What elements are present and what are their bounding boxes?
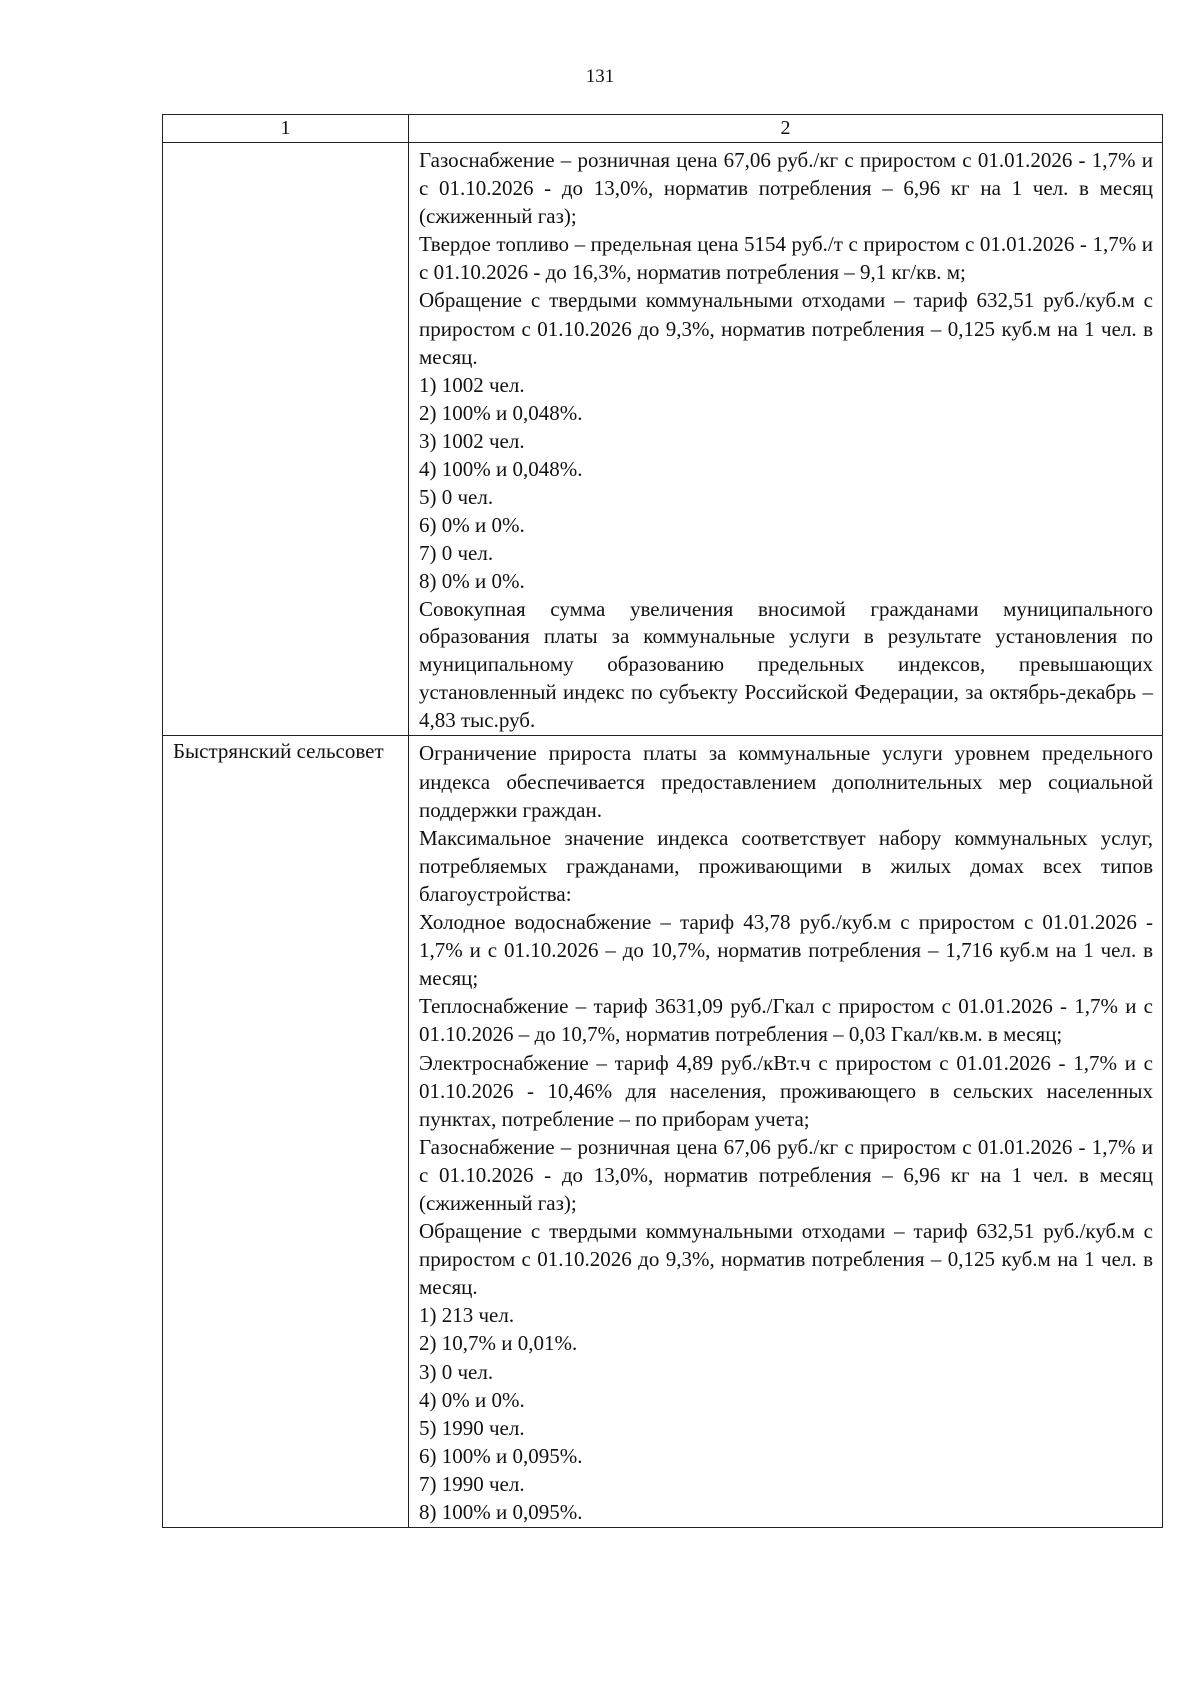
solid-fuel-paragraph: Твердое топливо – предельная цена 5154 руб./т с приростом с 01.01.2026 - 1,7% и с 01.10.2026 - до 16,3%, норматив потребления – 9,1 кг/кв. м; (419, 232, 1153, 285)
heating-paragraph: Теплоснабжение – тариф 3631,09 руб./Гкал с приростом с 01.01.2026 - 1,7% и с 01.10.2026 – до 10,7%, норматив потребления – 0,03 Гкал/кв.м. в месяц; (419, 994, 1153, 1047)
list-item: 1) 213 чел. (419, 1303, 515, 1328)
municipality-cell (163, 143, 409, 736)
list-item: 8) 100% и 0,095%. (419, 1500, 583, 1525)
list-item: 5) 1990 чел. (419, 1415, 525, 1440)
gas-supply-paragraph: Газоснабжение – розничная цена 67,06 руб./кг с приростом с 01.01.2026 - 1,7% и с 01.10.2026 - до 13,0%, норматив потребления – 6,96 кг на 1 чел. в месяц (сжиженный газ); (419, 148, 1153, 229)
total-sum-paragraph: Совокупная сумма увеличения вносимой гражданами муниципального образования платы за коммунальные услуги в результате установления по муниципальному образованию предельных индексов, превышающих установленный индекс по субъекту Российской Федерации, за октябрь-декабрь – 4,83 тыс.руб. (419, 596, 1153, 732)
table-row (163, 736, 1163, 1528)
list-item: 8) 0% и 0%. (419, 569, 525, 594)
list-item: 2) 100% и 0,048%. (419, 400, 583, 425)
limit-paragraph: Ограничение прироста платы за коммунальные услуги уровнем предельного индекса обеспечивается предоставлением дополнительных мер социальной поддержки граждан. (419, 741, 1153, 822)
data-table (162, 114, 1163, 1528)
list-item: 7) 1990 чел. (419, 1471, 525, 1496)
municipality-cell: Быстрянский сельсовет (163, 736, 409, 1528)
cold-water-paragraph: Холодное водоснабжение – тариф 43,78 руб./куб.м с приростом с 01.01.2026 - 1,7% и с 01.10.2026 – до 10,7%, норматив потребления – 1,716 куб.м на 1 чел. в месяц; (419, 910, 1153, 991)
list-item: 6) 0% и 0%. (419, 513, 525, 538)
max-index-paragraph: Максимальное значение индекса соответствует набору коммунальных услуг, потребляемых гражданами, проживающими в жилых домах всех типов благоустройства: (419, 825, 1153, 906)
electricity-paragraph: Электроснабжение – тариф 4,89 руб./кВт.ч с приростом с 01.01.2026 - 1,7% и с 01.10.2026 - 10,46% для населения, проживающего в сельских населенных пунктах, потребление – по приборам учета; (419, 1050, 1153, 1131)
description-cell (409, 143, 1163, 736)
table-header-row (163, 115, 1163, 143)
list-item: 3) 1002 чел. (419, 428, 525, 453)
list-item: 3) 0 чел. (419, 1359, 494, 1384)
column-header-2: 2 (409, 115, 1163, 143)
waste-paragraph: Обращение с твердыми коммунальными отходами – тариф 632,51 руб./куб.м с приростом с 01.10.2026 до 9,3%, норматив потребления – 0,125 куб.м на 1 чел. в месяц. (419, 1219, 1153, 1300)
list-item: 2) 10,7% и 0,01%. (419, 1331, 578, 1356)
column-header-1: 1 (163, 115, 409, 143)
waste-paragraph: Обращение с твердыми коммунальными отходами – тариф 632,51 руб./куб.м с приростом с 01.10.2026 до 9,3%, норматив потребления – 0,125 куб.м на 1 чел. в месяц. (419, 288, 1153, 369)
description-cell (409, 736, 1163, 1528)
gas-supply-paragraph: Газоснабжение – розничная цена 67,06 руб./кг с приростом с 01.01.2026 - 1,7% и с 01.10.2026 - до 13,0%, норматив потребления – 6,96 кг на 1 чел. в месяц (сжиженный газ); (419, 1134, 1153, 1215)
list-item: 7) 0 чел. (419, 541, 494, 566)
list-item: 5) 0 чел. (419, 485, 494, 510)
list-item: 4) 100% и 0,048%. (419, 457, 583, 482)
list-item: 4) 0% и 0%. (419, 1387, 525, 1412)
page-number: 131 (585, 66, 615, 87)
table-row (163, 143, 1163, 736)
list-item: 6) 100% и 0,095%. (419, 1443, 583, 1468)
list-item: 1) 1002 чел. (419, 372, 525, 397)
